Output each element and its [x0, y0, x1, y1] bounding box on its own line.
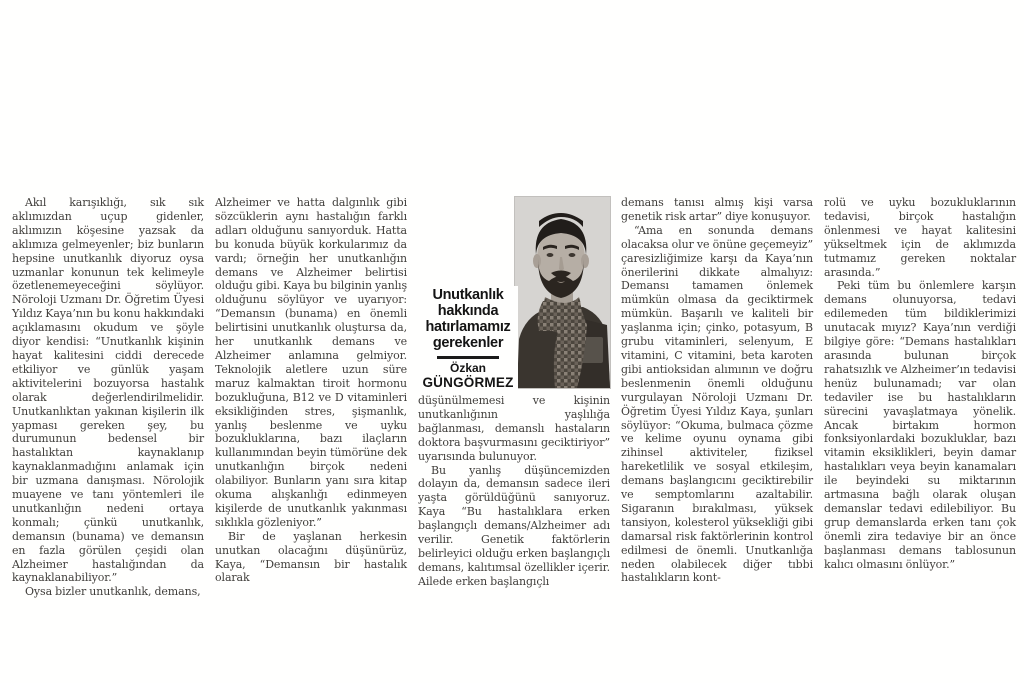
article-column-3-body [418, 394, 610, 589]
article-column-2 [215, 196, 407, 599]
article-paragraph: düşünülmemesi ve kişinin unutkanlığının yaşlılığa bağlanması, demanslı hastaların doktora başvurmasını geciktiriyor” uyarısında bulunuyor. [418, 394, 610, 463]
headline-line-3: hatırlamamız [425, 319, 511, 335]
article-paragraph: rolü ve uyku bozukluklarının tedavisi, birçok hastalığın önlenmesi ve hayat kalitesini yükseltmek için de aklımızda tutmamız gereken noktalar arasında.” [824, 196, 1016, 279]
author-last-name: GÜNGÖRMEZ [422, 375, 514, 390]
article-column-4 [621, 196, 813, 599]
article-column-1 [12, 196, 204, 599]
headline-line-2: hakkında [437, 303, 499, 319]
author-first-name: Özkan [449, 361, 486, 375]
article-header [418, 196, 610, 388]
article-column-3 [418, 196, 610, 599]
headline-divider [437, 356, 499, 359]
article-paragraph: Bir de yaşlanan herkesin unutkan olacağını düşünürüz, Kaya, “Demansın bir hastalık olarak [215, 529, 407, 585]
article-paragraph: demans tanısı almış kişi varsa genetik risk artar” diye konuşuyor. [621, 196, 813, 223]
article-paragraph: Oysa bizler unutkanlık, demans, [25, 585, 201, 599]
headline-line-4: gerekenler [432, 335, 504, 351]
article-paragraph: “Ama en sonunda demans olacaksa olur ve önüne geçemeyiz” çaresizliğimize karşı da Kaya’nın önerilerini dikkate almalıyız: Demansı tamamen önlemek mümkün olmasa da geciktirmek mümkün. Başarılı ve kaliteli bir yaşlanma için; çinko, potasyum, B grubu vitaminleri, selenyum, E vitamini, C vitamini, beta karoten gibi antioksidan alımının ve doğru beslenmenin önemli olduğunu vurgulayan Nöroloji Uzmanı Dr. Öğretim Üyesi Yıldız Kaya, şunları söylüyor: “Okuma, bulmaca çözme ve kelime oyunu oynama gibi zihinsel aktiviteler, fiziksel hareketlilik ve sosyal etkileşim, demans başlangıcını geciktirebilir ve semptomlarını azaltabilir. Sigaranın bırakılması, yüksek tansiyon, kolesterol yüksekliği gibi damarsal risk faktörlerinin kontrol edilmesi de önemli. Unutkanlığa neden olabilecek diğer tıbbi hastalıkların kont- [621, 223, 813, 585]
article-paragraph: Alzheimer ve hatta dalgınlık gibi sözcüklerin aynı hastalığın farklı adları olduğunu sanıyorduk. Hatta bu konuda büyük korkularımız da vardı; örneğin her unutkanlığın demans ve Alzheimer belirtisi olduğu gibi. Kaya bu bilginin yanlış olduğunu söylüyor ve uyarıyor: “Demansın (bunama) en önemli belirtisini unutkanlık oluştursa da, her unutkanlık demans ve Alzheimer anlamına gelmiyor. Teknolojik aletlere uzun süre maruz kalmaktan tiroit hormonu bozukluğuna, B12 ve D vitaminleri eksikliğinden stres, şişmanlık, yanlış beslenme ve uyku bozukluklarına, bazı ilaçların kullanımından beyin tümörüne dek unutkanlığın birçok nedeni olabiliyor. Bunların yanı sıra kitap okuma alışkanlığı edinmeyen kişilerde de unutkanlık yakınması sıklıkla gözleniyor.” [215, 196, 407, 529]
article-paragraph: Peki tüm bu önlemlere karşın demans olunuyorsa, tedavi edilemeden tüm bildiklerimizi unutacak mıyız? Kaya’nın verdiği bilgiye göre: “Demans hastalıkları arasında bulunan birçok rahatsızlık ve Alzheimer’ın tedavisi henüz bulunamadı; var olan tedaviler ise bu hastalıkların sürecini yavaşlatmaya yönelik. Ancak birtakım hormon fonksiyonlardaki bozukluklar, bazı vitamin eksiklikleri, beyin damar hastalıkları veya beyin kanamaları ile beyindeki su miktarının artmasına bağlı olarak oluşan demanslar tedavi edilebiliyor. Bu grup demanslarda erken tanı çok önemli zira tedaviye bir an önce başlanması demans tablosunun kalıcı olmasını önlüyor.” [824, 279, 1016, 571]
article-paragraph: Bu yanlış düşüncemizden dolayın da, demansın sadece ileri yaşta görüldüğünü sanıyoruz. Kaya “Bu hastalıklara erken başlangıçlı demans/Alzheimer adı verilir. Genetik faktörlerin belirleyici olduğu erken başlangıçlı demans, kalıtımsal özellikler içerir. Ailede erken başlangıçlı [418, 463, 610, 588]
headline-line-1: Unutkanlık [432, 287, 504, 303]
article [12, 196, 1014, 599]
article-column-5 [824, 196, 1016, 599]
article-headline-block [418, 286, 518, 390]
article-paragraph: Akıl karışıklığı, sık sık aklımızdan uçup gidenler, aklımızın köşesine yazsak da aklımıza gelmeyenler; biz bunların hepsine unutkanlık diyoruz oysa uzmanlar konunun tek kelimeyle özetlenemeyeceğini söylüyor. Nöroloji Uzmanı Dr. Öğretim Üyesi Yıldız Kaya’nın bu konu hakkındaki açıklamasını okudum ve şöyle diyor kendisi: “Unutkanlık kişinin hayat kalitesini ciddi derecede etkiliyor ve günlük yaşam aktivitelerini bozuyorsa hastalık olarak değerlendirilmelidir. Unutkanlıktan yakınan kişilerin ilk yapması gereken şey, bu durumunun bedensel bir hastalıktan kaynaklanıp kaynaklanmadığını anlamak için bir uzmana danışması. Nörolojik muayene ve tanı yöntemleri ile unutkanlığın nedeni ortaya konmalı; çünkü unutkanlık, demansın (bunama) ve demansın en fazla görülen çeşidi olan Alzheimer hastalığından da kaynaklanabiliyor.” [12, 196, 204, 585]
author-photo [515, 197, 610, 388]
